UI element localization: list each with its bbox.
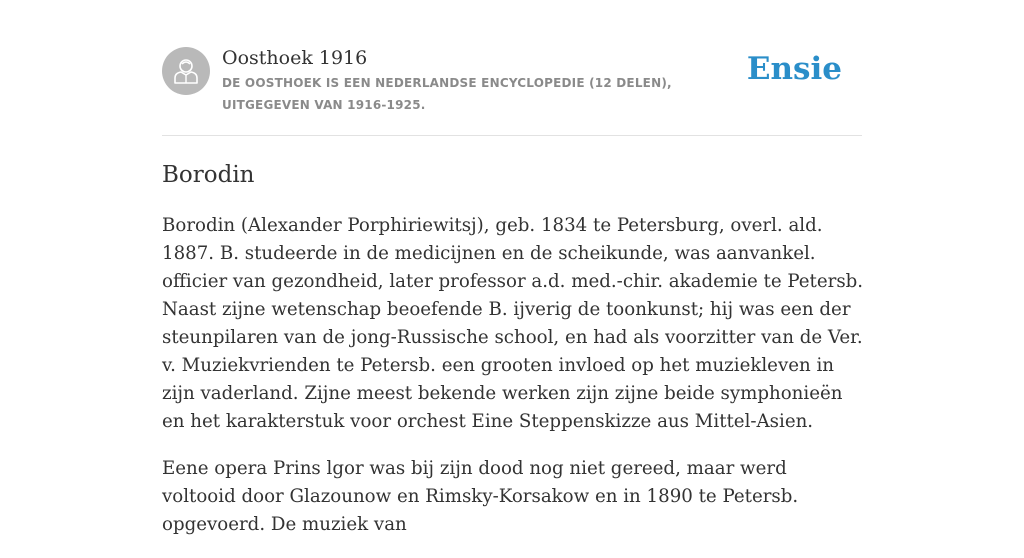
- source-description: DE OOSTHOEK IS EEN NEDERLANDSE ENCYCLOPEDIE (12 DELEN), UITGEGEVEN VAN 1916-1925.: [222, 76, 672, 112]
- ensie-logo[interactable]: Ensie: [746, 51, 842, 87]
- source-header: [162, 45, 862, 135]
- article-body: [162, 212, 866, 558]
- source-title[interactable]: Oosthoek 1916: [222, 47, 368, 69]
- user-icon: [172, 56, 200, 86]
- article-paragraph: Borodin (Alexander Porphiriewitsj), geb. 1834 te Petersburg, overl. ald. 1887. B. studeerde in de medicijnen en de scheikunde, was aanvankel. officier van gezondheid, later professor a.d. med.-chir. akademie te Petersb. Naast zijne wetenschap beoefende B. ijverig de toonkunst; hij was een der steunpilaren van de jong-Russische school, en had als voorzitter van de Ver. v. Muziekvrienden te Petersb. een grooten invloed op het muziekleven in zijn vaderland. Zijne meest bekende werken zijn zijne beide symphonieën en het karakterstuk voor orchest Eine Steppenskizze aus Mittel-Asien.: [162, 215, 864, 432]
- avatar[interactable]: [162, 47, 210, 95]
- article-title: Borodin: [162, 162, 255, 188]
- divider: [162, 135, 862, 136]
- article-paragraph: Eene opera Prins lgor was bij zijn dood nog niet gereed, maar werd voltooid door Glazounow en Rimsky-Korsakow en in 1890 te Petersb. opgevoerd. De muziek van: [162, 458, 799, 535]
